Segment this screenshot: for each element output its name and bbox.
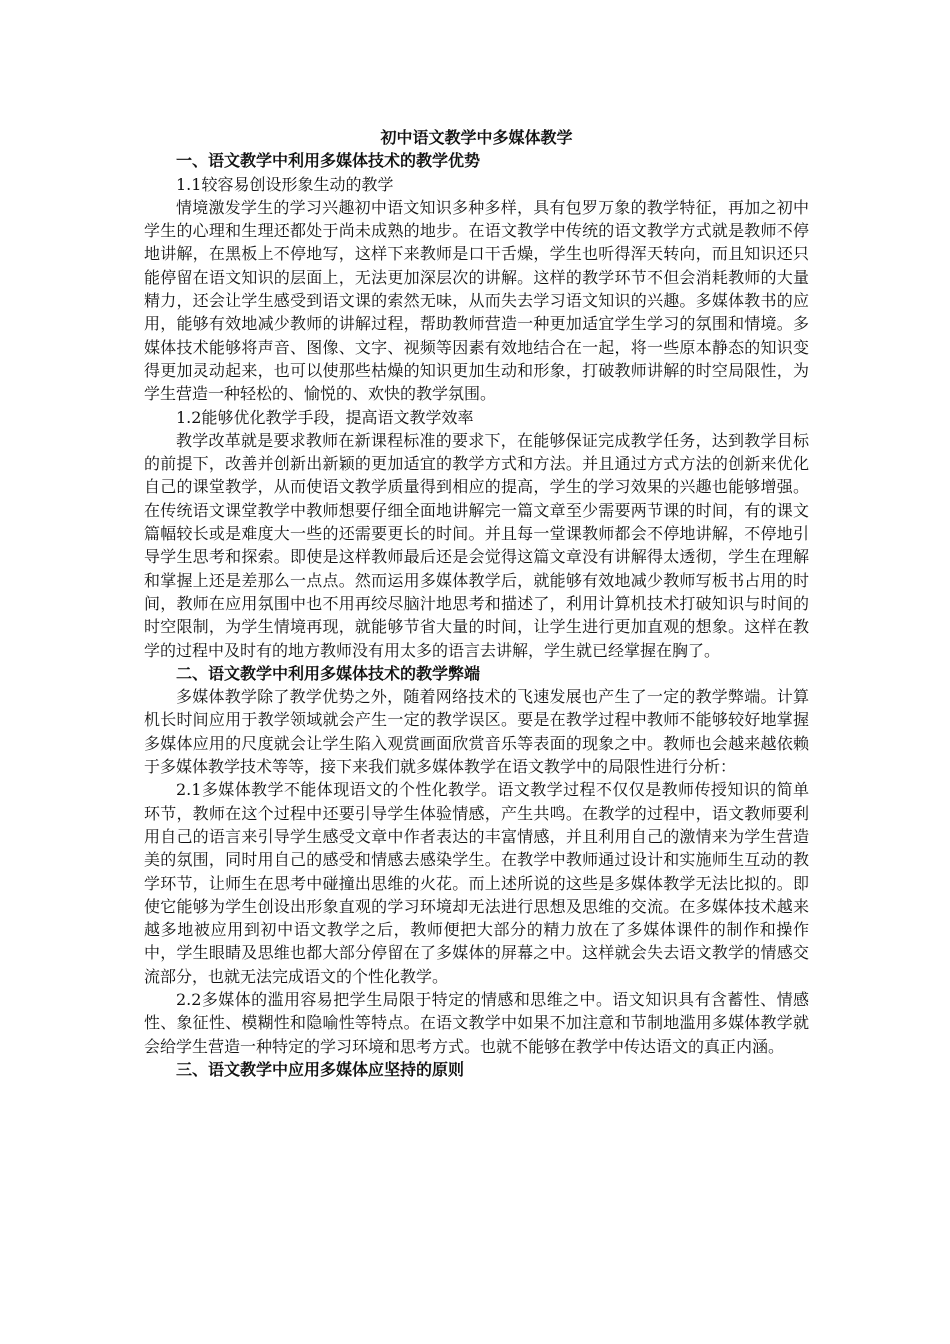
section-1-heading: 一、语文教学中利用多媒体技术的教学优势 [176, 151, 481, 171]
subsection-1-2-heading: 1.2能够优化教学手段，提高语文教学效率 [176, 407, 474, 427]
document-title: 初中语文教学中多媒体教学 [380, 128, 573, 147]
subsection-1-1-paragraph: 情境激发学生的学习兴趣初中语文知识多种多样，具有包罗万象的教学特征，再加之初中学生的心理和生理还都处于尚未成熟的地步。在语文教学中传统的语文教学方式就是教师不停地讲解，在黑板上不停地写，这样下来教师是口干舌燥，学生也听得浑天转向，而且知识还只能停留在语文知识的层面上，无法更加深层次的讲解。这样的教学环节不但会消耗教师的大量精力，还会让学生感受到语文课的索然无味，从而失去学习语文知识的兴趣。多媒体教书的应用，能够有效地减少教师的讲解过程，帮助教师营造一种更加适宜学生学习的氛围和情境。多媒体技术能够将声音、图像、文字、视频等因素有效地结合在一起，将一些原本静态的知识变得更加灵动起来，也可以使那些枯燥的知识更加生动和形象，打破教师讲解的时空局限性，为学生营造一种轻松的、愉悦的、欢快的教学氛围。 [144, 197, 809, 404]
subsection-1-2-paragraph: 教学改革就是要求教师在新课程标准的要求下，在能够保证完成教学任务，达到教学目标的前提下，改善并创新出新颖的更加适宜的教学方式和方法。并且通过方式方法的创新来优化自己的课堂教学，从而使语文教学质量得到相应的提高，学生的学习效果的兴趣也能够增强。在传统语文课堂教学中教师想要仔细全面地讲解完一篇文章至少需要两节课的时间，有的课文篇幅较长或是难度大一些的还需要更长的时间。并且每一堂课教师都会不停地讲解，不停地引导学生思考和探索。即使是这样教师最后还是会觉得这篇文章没有讲解得太透彻，学生在理解和掌握上还是差那么一点点。然而运用多媒体教学后，就能够有效地减少教师写板书占用的时间，教师在应用氛围中也不用再绞尽脑汁地思考和描述了，利用计算机技术打破知识与时间的时空限制，为学生情境再现，就能够节省大量的时间，让学生进行更加直观的想象。这样在教学的过程中及时有的地方教师没有用太多的语言去讲解，学生就已经掌握在胸了。 [144, 430, 809, 660]
section-2-heading: 二、语文教学中利用多媒体技术的教学弊端 [176, 663, 481, 683]
document-body [144, 126, 809, 1081]
subsection-1-1-heading: 1.1较容易创设形象生动的教学 [176, 174, 394, 194]
section-3-heading: 三、语文教学中应用多媒体应坚持的原则 [176, 1059, 465, 1079]
section-2-intro-paragraph: 多媒体教学除了教学优势之外，随着网络技术的飞速发展也产生了一定的教学弊端。计算机长时间应用于教学领域就会产生一定的教学误区。要是在教学过程中教师不能够较好地掌握多媒体应用的尺度就会让学生陷入观赏画面欣赏音乐等表面的现象之中。教师也会越来越依赖于多媒体教学技术等等，接下来我们就多媒体教学在语文教学中的局限性进行分析： [144, 687, 809, 777]
subsection-2-1-paragraph: 2.1多媒体教学不能体现语文的个性化教学。语文教学过程不仅仅是教师传授知识的简单环节，教师在这个过程中还要引导学生体验情感，产生共鸣。在教学的过程中，语文教师要利用自己的语言来引导学生感受文章中作者表达的丰富情感，并且利用自己的激情来为学生营造美的氛围，同时用自己的感受和情感去感染学生。在教学中教师通过设计和实施师生互动的教学环节，让师生在思考中碰撞出思维的火花。而上述所说的这些是多媒体教学无法比拟的。即使它能够为学生创设出形象直观的学习环境却无法进行思想及思维的交流。在多媒体技术越来越多地被应用到初中语文教学之后，教师便把大部分的精力放在了多媒体课件的制作和操作中，学生眼睛及思维也都大部分停留在了多媒体的屏幕之中。这样就会失去语文教学的情感交流部分，也就无法完成语文的个性化教学。 [144, 780, 809, 986]
subsection-2-2-paragraph: 2.2多媒体的滥用容易把学生局限于特定的情感和思维之中。语文知识具有含蓄性、情感性、象征性、模糊性和隐喻性等特点。在语文教学中如果不加注意和节制地滥用多媒体教学就会给学生营造一种特定的学习环境和思考方式。也就不能够在教学中传达语文的真正内涵。 [144, 989, 809, 1056]
